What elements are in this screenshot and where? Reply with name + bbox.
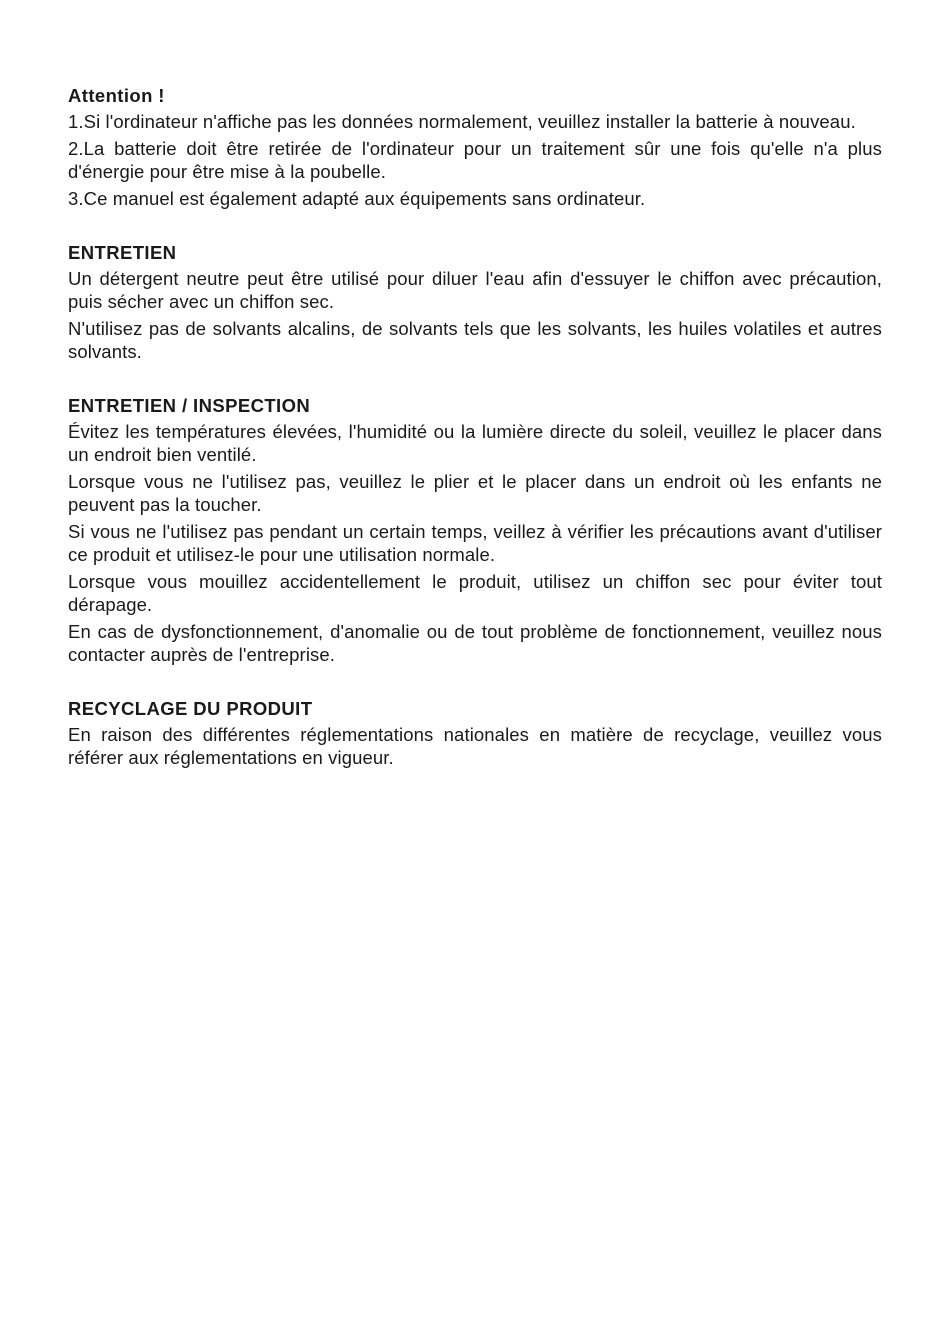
section-attention (68, 84, 882, 210)
paragraph: 1.Si l'ordinateur n'affiche pas les données normalement, veuillez installer la batterie à nouveau. (68, 111, 856, 132)
section-heading: Attention ! (68, 85, 165, 106)
paragraph: Lorsque vous mouillez accidentellement le produit, utilisez un chiffon sec pour éviter tout dérapage. (68, 571, 882, 615)
paragraph: Évitez les températures élevées, l'humidité ou la lumière directe du soleil, veuillez le placer dans un endroit bien ventilé. (68, 421, 882, 465)
paragraph: 3.Ce manuel est également adapté aux équipements sans ordinateur. (68, 188, 646, 209)
section-entretien-inspection (68, 394, 882, 666)
section-heading: ENTRETIEN (68, 242, 177, 263)
section-entretien (68, 241, 882, 363)
paragraph: 2.La batterie doit être retirée de l'ordinateur pour un traitement sûr une fois qu'elle n'a plus d'énergie pour être mise à la poubelle. (68, 138, 882, 182)
section-heading: ENTRETIEN / INSPECTION (68, 395, 311, 416)
paragraph: Lorsque vous ne l'utilisez pas, veuillez le plier et le placer dans un endroit où les enfants ne peuvent pas la toucher. (68, 471, 882, 515)
manual-page (68, 84, 882, 800)
paragraph: Un détergent neutre peut être utilisé pour diluer l'eau afin d'essuyer le chiffon avec précaution, puis sécher avec un chiffon sec. (68, 268, 882, 312)
section-recyclage (68, 697, 882, 769)
paragraph: Si vous ne l'utilisez pas pendant un certain temps, veillez à vérifier les précautions avant d'utiliser ce produit et utilisez-le pour une utilisation normale. (68, 521, 882, 565)
paragraph: En cas de dysfonctionnement, d'anomalie ou de tout problème de fonctionnement, veuillez nous contacter auprès de l'entreprise. (68, 621, 882, 665)
section-heading: RECYCLAGE DU PRODUIT (68, 698, 313, 719)
paragraph: En raison des différentes réglementations nationales en matière de recyclage, veuillez vous référer aux réglementations en vigueur. (68, 724, 882, 768)
paragraph: N'utilisez pas de solvants alcalins, de solvants tels que les solvants, les huiles volatiles et autres solvants. (68, 318, 882, 362)
